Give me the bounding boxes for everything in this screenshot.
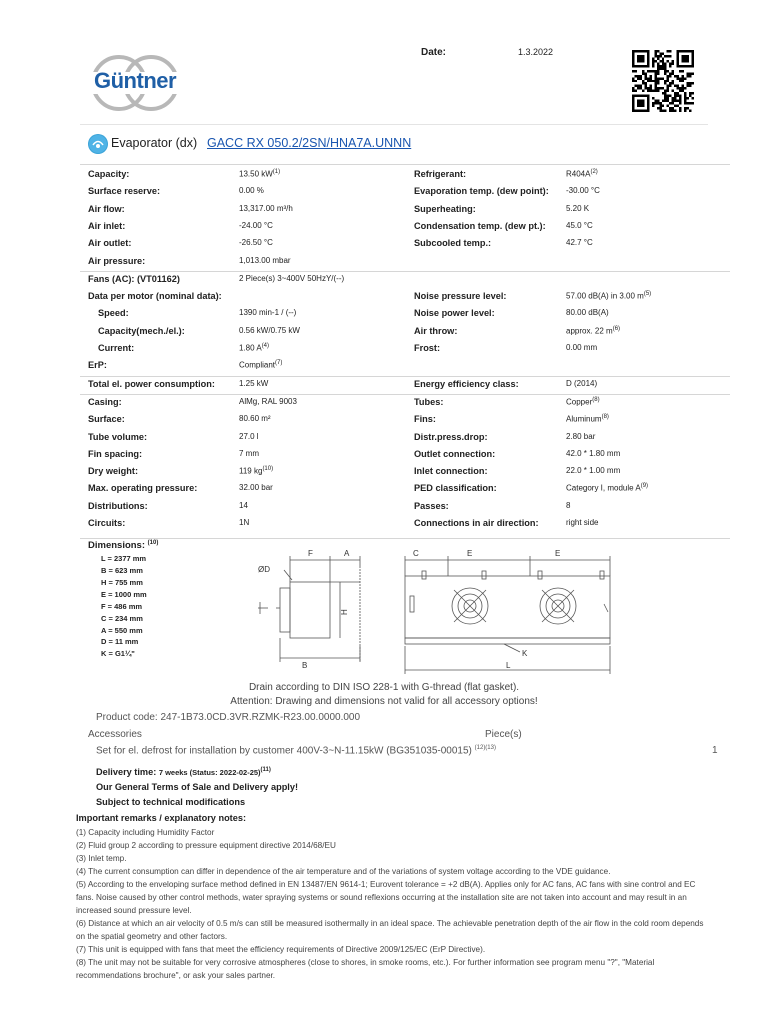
footnote-ref: (8) (592, 396, 600, 403)
remark-item: (7) This unit is equipped with fans that meet the efficiency requirements of Directive 2009/125/EC (ErP Directive). (76, 945, 486, 954)
spec-value-right: 80.00 dB(A) (566, 308, 609, 318)
spec-label: Total el. power consumption: (88, 378, 215, 389)
modifications-note: Subject to technical modifications (96, 797, 246, 807)
spec-label: Surface reserve: (88, 186, 161, 197)
remarks-list (76, 826, 706, 982)
spec-row (0, 288, 768, 305)
spec-label: Current: (98, 343, 135, 353)
spec-value-right: 22.0 * 1.00 mm (566, 466, 621, 476)
spec-label-right: Inlet connection: (414, 466, 488, 477)
spec-value: -26.50 °C (239, 238, 273, 248)
label-b: B (302, 661, 308, 670)
footnote-ref: (8) (601, 414, 609, 421)
remark-item: (2) Fluid group 2 according to pressure equipment directive 2014/68/EU (76, 841, 336, 850)
side-view-body (290, 582, 330, 638)
spec-value: 80.60 m² (239, 414, 271, 424)
spec-label: Tube volume: (88, 431, 148, 442)
spec-label: Air pressure: (88, 255, 146, 266)
spec-value: 7 mm (239, 448, 259, 458)
spec-row (0, 218, 768, 235)
delivery-time: Delivery time: 7 weeks (Status: 2022-02-25)$^{(11)}$ (96, 767, 271, 778)
remark-item: (1) Capacity including Humidity Factor (76, 828, 215, 837)
spec-row (0, 166, 768, 183)
dimension-item: K = G1¼" (101, 649, 135, 659)
spec-value-right: -30.00 °C (566, 186, 600, 196)
front-view-body (405, 576, 610, 638)
spec-label-right: PED classification: (414, 483, 497, 494)
spec-label-right: Air throw: (414, 325, 458, 336)
footnote-ref: (6) (612, 325, 621, 332)
label-f: F (308, 549, 313, 558)
date-value: 1.3.2022 (518, 47, 554, 57)
footnote-ref: (1) (272, 169, 281, 175)
footnote-ref: (9) (640, 483, 649, 490)
footnote-ref: (4) (261, 343, 270, 349)
spec-value: 2 Piece(s) 3~400V 50HzY/(--) (239, 273, 345, 283)
spec-value: 14 (239, 500, 248, 510)
dimension-item: F = 486 mm (101, 601, 143, 611)
spec-value-right: 42.0 * 1.80 mm (566, 448, 621, 458)
spec-value-right: 42.7 °C (566, 238, 593, 248)
dimensions-list (88, 538, 158, 660)
spec-row (0, 357, 768, 374)
label-a: A (344, 549, 350, 558)
dimensions-heading: Dimensions: $^{(10)}$ (88, 540, 159, 552)
spec-value-right: 2.80 bar (566, 431, 596, 441)
spec-value-right: 45.0 °C (566, 220, 593, 230)
spec-label: Air inlet: (88, 220, 126, 231)
product-model-link[interactable]: GACC RX 050.2/2SN/HNA7A.UNNN (207, 136, 412, 150)
spec-label: Surface: (88, 414, 125, 425)
spec-row (0, 515, 768, 532)
spec-row (0, 480, 768, 497)
spec-label: Distributions: (88, 500, 148, 511)
spec-label-right: Outlet connection: (414, 448, 496, 459)
evaporator-icon (88, 134, 108, 154)
spec-row (0, 271, 768, 288)
table-divider (80, 164, 730, 165)
spec-row (0, 323, 768, 340)
spec-label: Fin spacing: (88, 448, 143, 459)
terms-note: Our General Terms of Sale and Delivery apply! (96, 782, 299, 792)
spec-row (0, 305, 768, 322)
spec-label-right: Noise pressure level: (414, 291, 507, 302)
label-k: K (522, 649, 528, 658)
fan-guard-2 (540, 588, 576, 624)
date-label: Date: (421, 47, 447, 58)
spec-label-right: Refrigerant: (414, 169, 467, 179)
footnote-ref: (5) (643, 291, 652, 298)
pieces-label: Piece(s) (485, 729, 522, 740)
spec-label: Fans (AC): (VT01162) (88, 273, 180, 284)
spec-value: -24.00 °C (239, 220, 273, 230)
accessories-label: Accessories (88, 729, 142, 740)
spec-value: 27.0 l (239, 431, 259, 441)
spec-row (0, 446, 768, 463)
spec-row (0, 340, 768, 357)
header-divider (80, 124, 708, 125)
spec-value: 13.50 $kW^{(1)}$ (239, 169, 281, 179)
spec-value: 1,013.00 mbar (239, 255, 291, 265)
spec-label-right: Connections in air direction: (414, 518, 539, 528)
spec-row (0, 429, 768, 446)
spec-row (0, 253, 768, 270)
dimension-item: H = 755 mm (101, 577, 143, 587)
spec-label: Capacity(mech./el.): (98, 325, 185, 336)
spec-value: 13,317.00 m³/h (239, 203, 293, 213)
spec-row (0, 498, 768, 515)
fan-guard-1 (452, 588, 488, 624)
spec-value-right: 8 (566, 500, 571, 510)
spec-value-right: 5.20 K (566, 203, 590, 213)
spec-label-right: Noise power level: (414, 308, 495, 319)
brand-name: Güntner (94, 68, 177, 93)
spec-label: Max. operating pressure: (88, 483, 198, 494)
spec-value-right: right side (566, 518, 599, 527)
spec-row (0, 394, 768, 411)
spec-value: Compliant$^{(7)}$ (239, 360, 283, 370)
spec-row (0, 201, 768, 218)
spec-row (0, 411, 768, 428)
spec-value-right: Copper$^{(8)}$ (566, 396, 600, 407)
footnote-ref: (2) (590, 169, 598, 175)
spec-label-right: Distr.press.drop: (414, 431, 488, 442)
spec-value: 1390 min-1 / (--) (239, 308, 297, 318)
spec-value: 1.25 kW (239, 378, 269, 388)
drain-note: Drain according to DIN ISO 228-1 with G-thread (flat gasket). (248, 682, 520, 693)
spec-value-right: 0.00 mm (566, 343, 598, 352)
spec-value-right: 57.00 dB(A) in 3.00 $m^{(5)}$ (566, 291, 652, 301)
spec-label: Circuits: (88, 518, 126, 528)
spec-value: 119 $kg^{(10)}$ (239, 466, 274, 476)
spec-label-right: Fins: (414, 414, 436, 425)
spec-row (0, 235, 768, 252)
spec-label: Speed: (98, 308, 129, 319)
accessory-qty: 1 (712, 745, 718, 756)
product-code: Product code: 247-1B73.0CD.3VR.RZMK-R23.00.0000.000 (96, 712, 361, 723)
spec-value-right: approx. 22 $m^{(6)}$ (566, 325, 621, 336)
spec-label-right: Energy efficiency class: (414, 378, 519, 389)
spec-label: Casing: (88, 396, 122, 407)
spec-value-right: D (2014) (566, 378, 598, 388)
footnote-ref: (7) (275, 360, 283, 367)
spec-label-right: Condensation temp. (dew pt.): (414, 220, 546, 231)
spec-value: 32.00 bar (239, 483, 273, 493)
spec-label-right: Superheating: (414, 203, 476, 214)
spec-value: AlMg, RAL 9003 (239, 396, 297, 406)
spec-label-right: Evaporation temp. (dew point): (414, 186, 549, 197)
spec-label: Dry weight: (88, 466, 139, 477)
label-c: C (413, 549, 419, 558)
spec-row (0, 463, 768, 480)
label-e2: E (555, 549, 561, 558)
dimension-item: L = 2377 mm (101, 554, 147, 564)
drawing-warning: Attention: Drawing and dimensions not valid for all accessory options! (230, 696, 538, 707)
spec-label-right: Frost: (414, 343, 441, 353)
spec-row (0, 183, 768, 200)
spec-value: 1.80 $A^{(4)}$ (239, 343, 270, 353)
dimension-item: E = 1000 mm (101, 589, 147, 599)
spec-value-right: $R404A^{(2)}$ (566, 169, 598, 179)
remarks-heading: Important remarks / explanatory notes: (76, 813, 247, 823)
dimension-item: C = 234 mm (101, 613, 143, 623)
remark-item: (3) Inlet temp. (76, 854, 127, 863)
accessory-item: Set for el. defrost for installation by customer 400V-3~N-11.15kW (BG351035-00015) $^{(12)(13)}$ (96, 745, 496, 757)
remark-item: (5) According to the enveloping surface method defined in EN 13487/EN 9614-1; Eurovent tolerance = +2 dB(A). Applies only for AC fans, AC fans with sine control and EC fans. Noise caused by other control methods, water spraying systems or sound reflexions occurring at the installation site are not taken into account and may result in an increased sound pressure level. (76, 880, 696, 915)
spec-label: Air flow: (88, 203, 125, 214)
spec-label-right: Passes: (414, 500, 449, 511)
spec-value-right: Aluminum$^{(8)}$ (566, 414, 609, 424)
footnote-ref: (10) (262, 466, 274, 473)
spec-label-right: Tubes: (414, 396, 444, 407)
remark-item: (8) The unit may not be suitable for very corrosive atmospheres (close to shores, in smoke rooms, etc.). For further information see program menu "?", "Material recommendations brochure", or ask your sales partner. (76, 958, 655, 980)
spec-value: 1N (239, 518, 250, 527)
spec-label: Air outlet: (88, 238, 132, 249)
table-divider (80, 538, 730, 539)
remark-item: (6) Distance at which an air velocity of 0.5 m/s can still be measured isothermally in an ideal space. The achievable penetration depth of the air flow in the cold room depends on the spatial geometry and other factors. (76, 919, 704, 941)
dimension-item: D = 11 mm (101, 637, 139, 647)
spec-label-right: Subcooled temp.: (414, 238, 492, 249)
spec-row (0, 376, 768, 393)
product-type: Evaporator (dx) (111, 136, 198, 150)
guntner-logo (92, 50, 178, 116)
spec-label: ErP: (88, 360, 107, 371)
dimension-item: B = 623 mm (101, 565, 143, 575)
side-view-fan-guard (280, 588, 290, 632)
label-h: H (340, 609, 349, 615)
qr-code (632, 50, 694, 112)
technical-drawing (250, 546, 615, 674)
spec-label: Data per motor (nominal data): (88, 291, 222, 302)
dimension-item: A = 550 mm (101, 625, 143, 635)
spec-value: 0.56 kW/0.75 kW (239, 325, 300, 335)
remark-item: (4) The current consumption can differ in dependence of the air temperature and of the variations of system voltage according to the VDE guidance. (76, 867, 611, 876)
spec-value-right: Category I, module $A^{(9)}$ (566, 483, 649, 494)
spec-label: Capacity: (88, 169, 130, 179)
label-e1: E (467, 549, 473, 558)
label-od: ØD (258, 565, 270, 574)
label-l: L (506, 661, 511, 670)
spec-value: 0.00 % (239, 186, 264, 196)
